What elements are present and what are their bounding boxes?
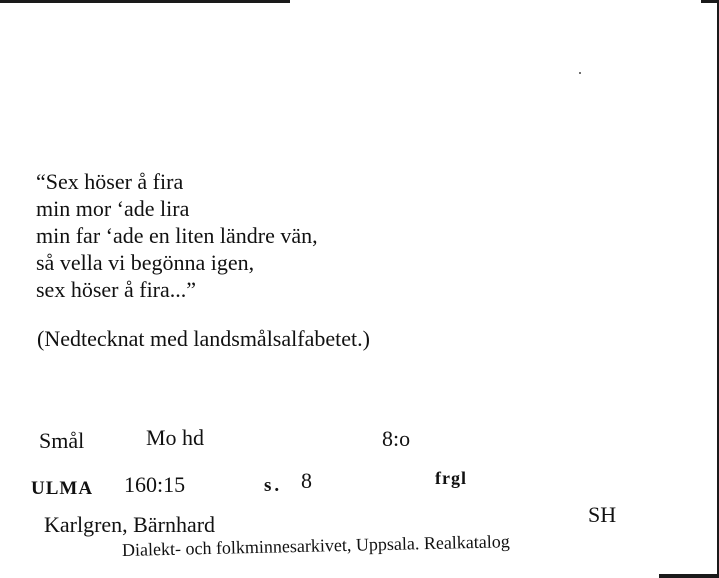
poem-line: min far ‘ade en liten ländre vän, (36, 223, 318, 248)
scan-edge-bottom (659, 574, 719, 578)
scan-speck (579, 72, 581, 74)
scan-edge-right-top (701, 0, 717, 3)
poem-line: sex höser å fira...” (36, 277, 197, 302)
transcription-note: (Nedtecknat med landsmålsalfabetet.) (37, 326, 370, 351)
archive-code: ULMA (31, 478, 94, 499)
record-number: 160:15 (124, 472, 186, 497)
recorder-initials: SH (588, 502, 617, 527)
poem-line: min mor ‘ade lira (36, 196, 190, 221)
informant-name: Karlgren, Bärnhard (44, 512, 216, 537)
province-label: Smål (39, 428, 85, 453)
district-label: Mo hd (146, 425, 205, 450)
shelf-code: 8:o (382, 426, 411, 451)
archive-footer: Dialekt- och folkminnesarkivet, Uppsala. Realkatalog (121, 531, 511, 560)
poem-text (36, 168, 318, 303)
poem-line: “Sex höser å fira (36, 169, 184, 194)
category-code: frgl (435, 468, 467, 488)
page-number: 8 (301, 468, 312, 493)
page-label: s. (264, 475, 283, 496)
scan-edge-top (0, 0, 290, 3)
poem-line: så vella vi begönna igen, (36, 250, 255, 275)
